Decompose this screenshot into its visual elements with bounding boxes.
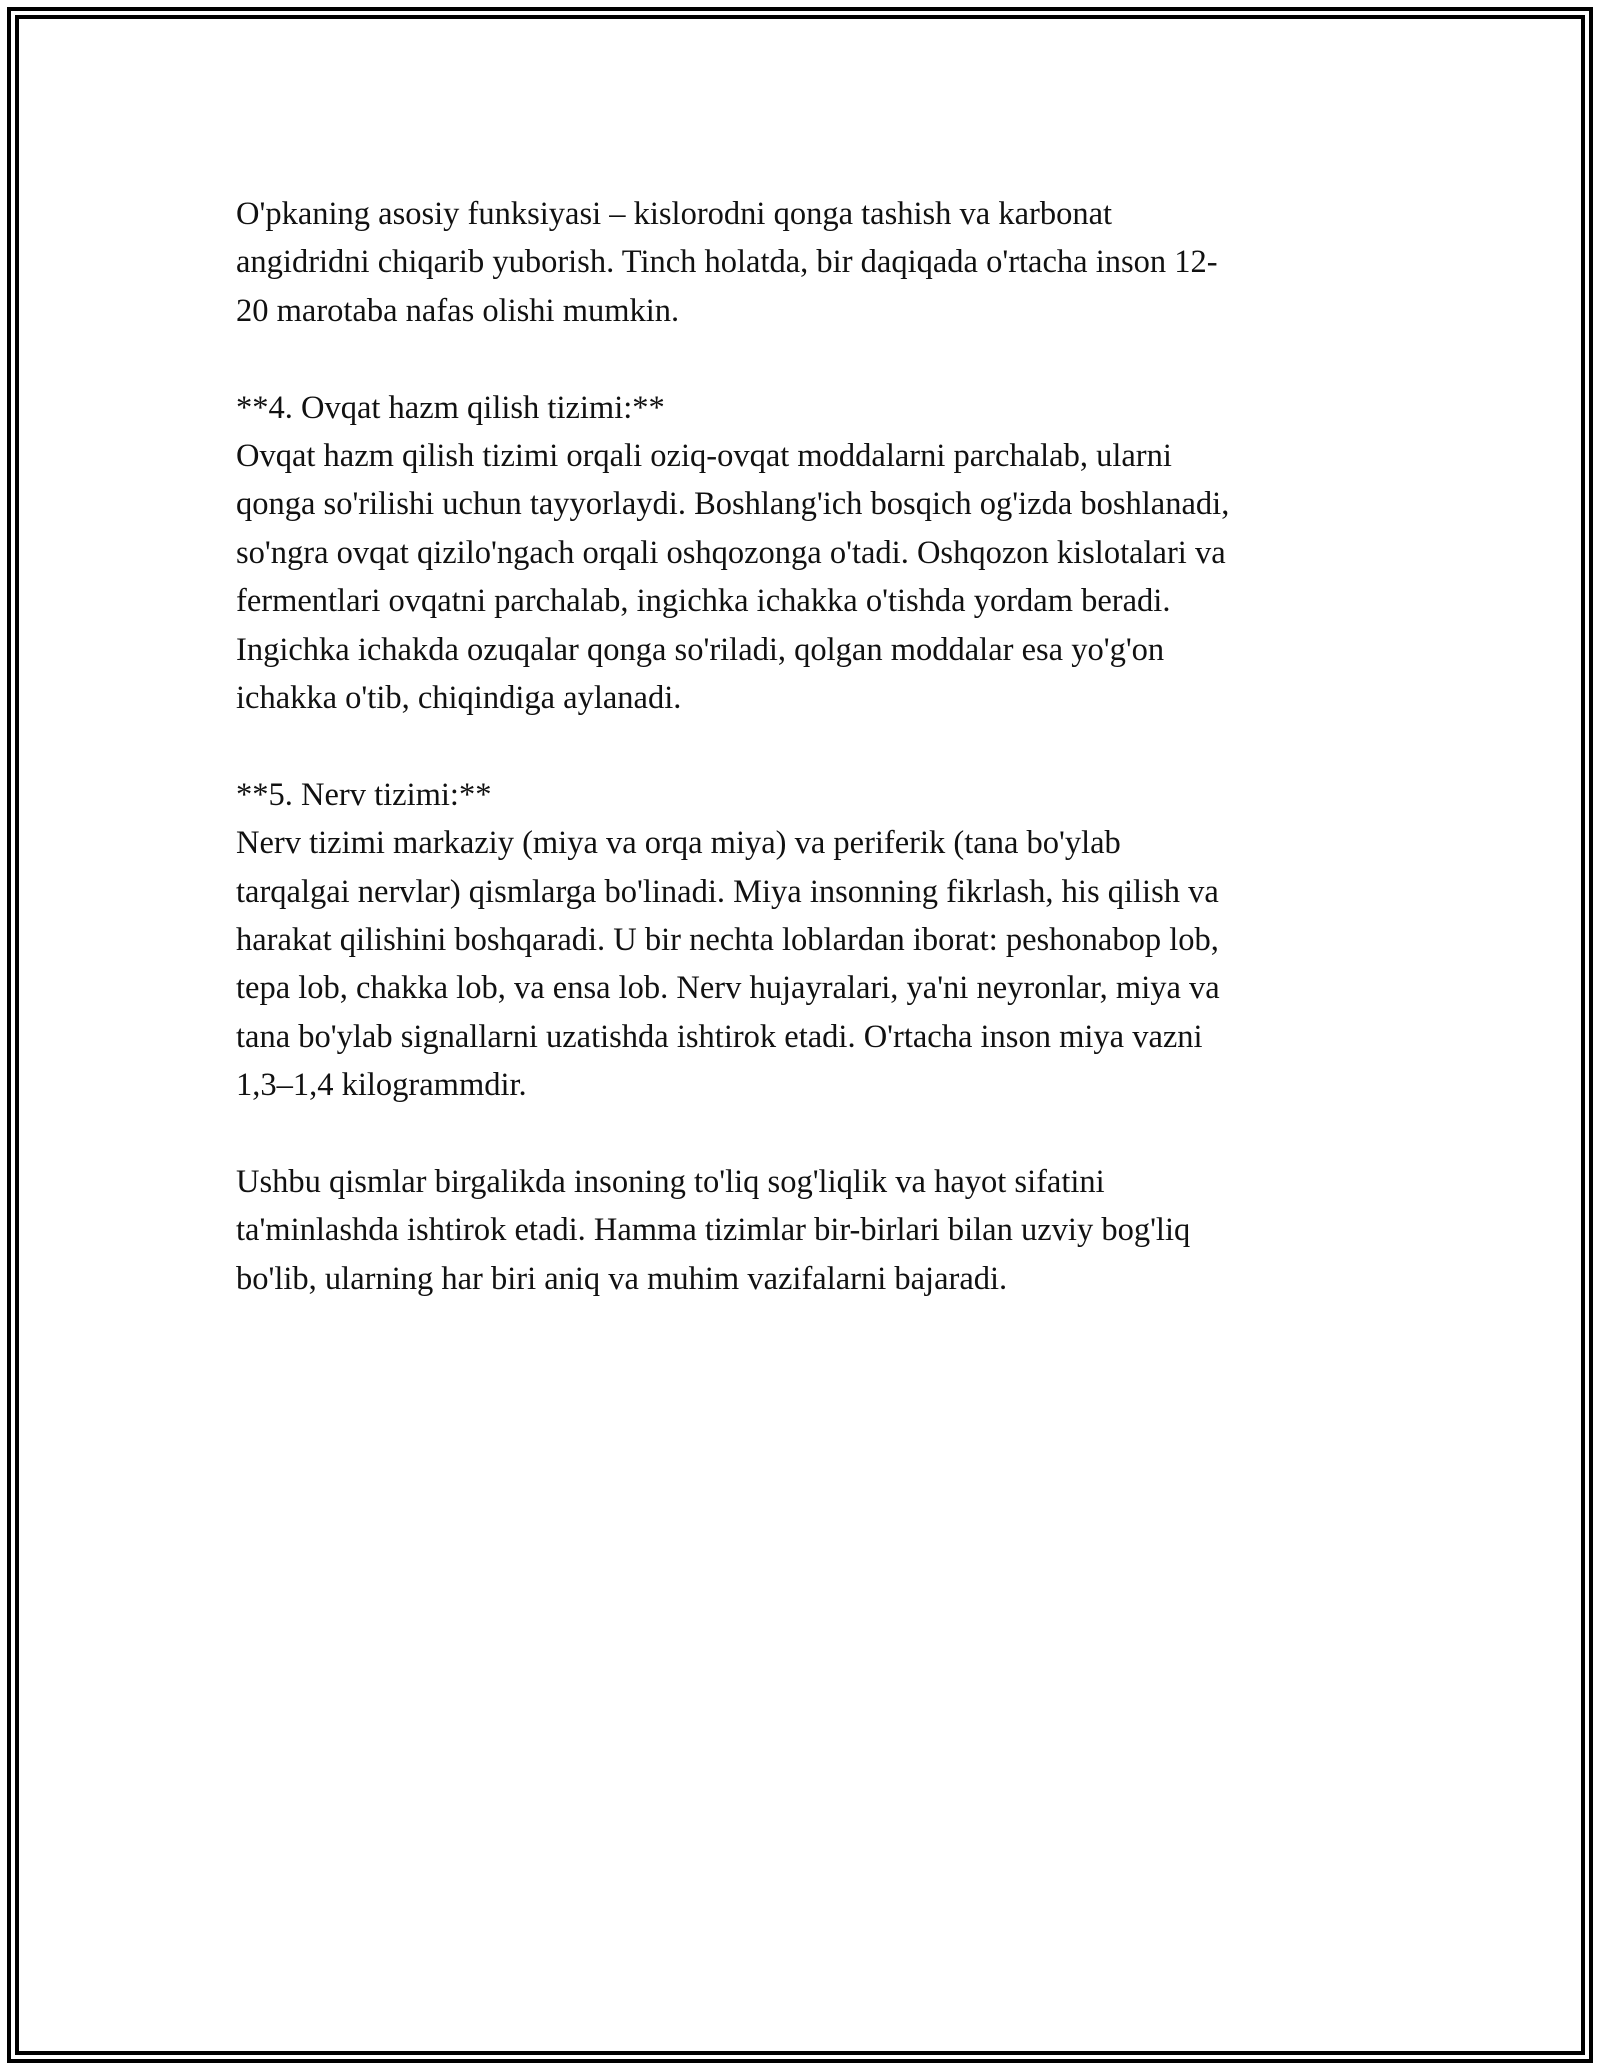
text-line: Nerv tizimi markaziy (miya va orqa miya) va periferik (tana bo'ylab <box>236 825 1121 862</box>
text-line: O'pkaning asosiy funksiyasi – kislorodni qonga tashish va karbonat <box>236 196 1113 232</box>
text-line: 20 marotaba nafas olishi mumkin. <box>236 292 680 329</box>
section-nervous-system <box>236 771 1366 1110</box>
text-line: so'ngra ovqat qizilo'ngach orqali oshqozonga o'tadi. Oshqozon kislotalari va <box>236 534 1226 571</box>
paragraph-lung-function <box>236 190 1366 335</box>
text-line: Ushbu qismlar birgalikda insoning to'liq sog'liqlik va hayot sifatini <box>236 1164 1105 1201</box>
section-heading: **4. Ovqat hazm qilish tizimi:** <box>236 389 665 426</box>
text-line: 1,3–1,4 kilogrammdir. <box>236 1067 527 1104</box>
text-line: ta'minlashda ishtirok etadi. Hamma tizimlar bir-birlari bilan uzviy bog'liq <box>236 1212 1191 1249</box>
text-line: ichakka o'tib, chiqindiga aylanadi. <box>236 680 682 717</box>
text-line: tepa lob, chakka lob, va ensa lob. Nerv hujayralari, ya'ni neyronlar, miya va <box>236 970 1220 1007</box>
paragraph-conclusion <box>236 1158 1366 1303</box>
text-line: Ingichka ichakda ozuqalar qonga so'riladi, qolgan moddalar esa yo'g'on <box>236 631 1165 668</box>
text-line: harakat qilishini boshqaradi. U bir nechta loblardan iborat: peshonabop lob, <box>236 922 1219 959</box>
text-line: qonga so'rilishi uchun tayyorlaydi. Boshlang'ich bosqich og'izda boshlanadi, <box>236 486 1230 523</box>
document-body <box>236 190 1366 1352</box>
text-line: fermentlari ovqatni parchalab, ingichka ichakka o'tishda yordam beradi. <box>236 583 1171 620</box>
text-line: angidridni chiqarib yuborish. Tinch holatda, bir daqiqada o'rtacha inson 12- <box>236 244 1218 281</box>
section-heading: **5. Nerv tizimi:** <box>236 776 492 813</box>
section-digestive-system <box>236 384 1366 723</box>
text-line: Ovqat hazm qilish tizimi orqali oziq-ovqat moddalarni parchalab, ularni <box>236 438 1172 475</box>
text-line: tarqalgai nervlar) qismlarga bo'linadi. Miya insonning fikrlash, his qilish va <box>236 873 1219 910</box>
text-line: tana bo'ylab signallarni uzatishda ishtirok etadi. O'rtacha inson miya vazni <box>236 1018 1203 1055</box>
text-line: bo'lib, ularning har biri aniq va muhim vazifalarni bajaradi. <box>236 1260 1008 1297</box>
